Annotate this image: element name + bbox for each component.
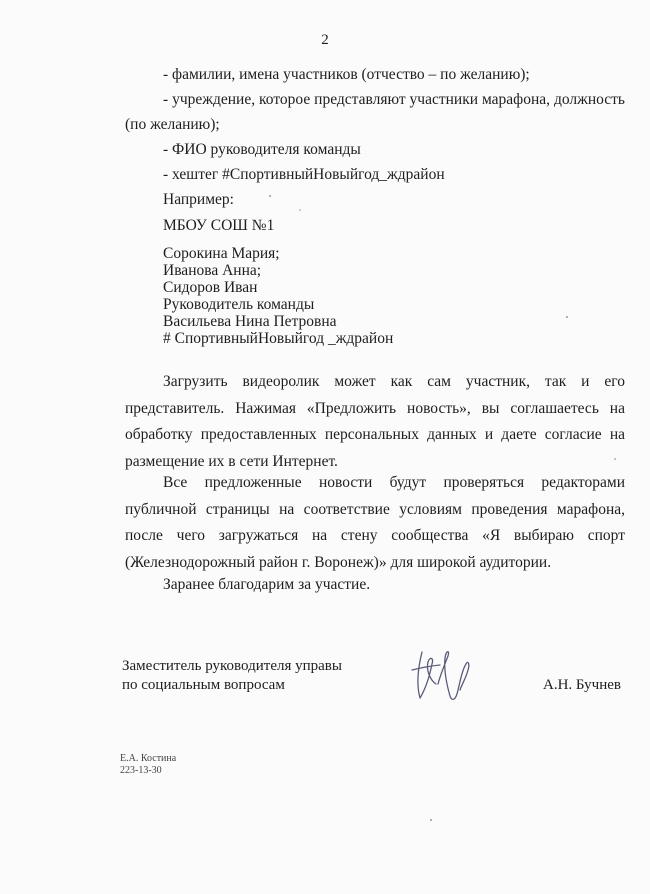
list-item: - хештег #СпортивныйНовыйгод_ждрайон [163, 166, 445, 183]
body-paragraph: Все предложенные новости будут проверяться редакторами публичной страницы на соответствие условиям проведения марафона, после чего загружаться на стену сообщества «Я выбираю спорт (Железнодорожный район г. Воронеж)» для широкой аудитории. [125, 474, 625, 571]
executor-phone: 223-13-30 [120, 765, 162, 776]
example-school: МБОУ СОШ №1 [163, 217, 275, 234]
list-item: (по желанию); [125, 116, 220, 133]
list-item: - ФИО руководителя команды [163, 141, 361, 158]
example-member: Иванова Анна; [163, 262, 262, 279]
list-item: - фамилии, имена участников (отчество – по желанию); [163, 66, 530, 83]
example-member: Руководитель команды [163, 296, 315, 313]
signatory-position: по социальным вопросам [122, 677, 285, 693]
example-member: Сорокина Мария; [163, 245, 280, 262]
signatory-name: А.Н. Бучнев [543, 677, 621, 693]
body-paragraph: Заранее благодарим за участие. [163, 576, 371, 593]
page-number: 2 [321, 32, 329, 48]
signatory-position: Заместитель руководителя управы [122, 658, 342, 674]
executor-name: Е.А. Костина [120, 753, 177, 764]
example-member: Васильева Нина Петровна [163, 313, 337, 330]
list-item: - учреждение, которое представляют участники марафона, должность [163, 91, 625, 108]
body-paragraph: Загрузить видеоролик может как сам участник, так и его представитель. Нажимая «Предложить новость», вы соглашаетесь на обработку предоставленных персональных данных и даете согласие на размещение их в сети Интернет. [125, 373, 625, 470]
example-member: # СпортивныйНовыйгод _ждрайон [163, 330, 394, 347]
example-label: Например: [163, 191, 234, 208]
example-member: Сидоров Иван [163, 279, 258, 296]
